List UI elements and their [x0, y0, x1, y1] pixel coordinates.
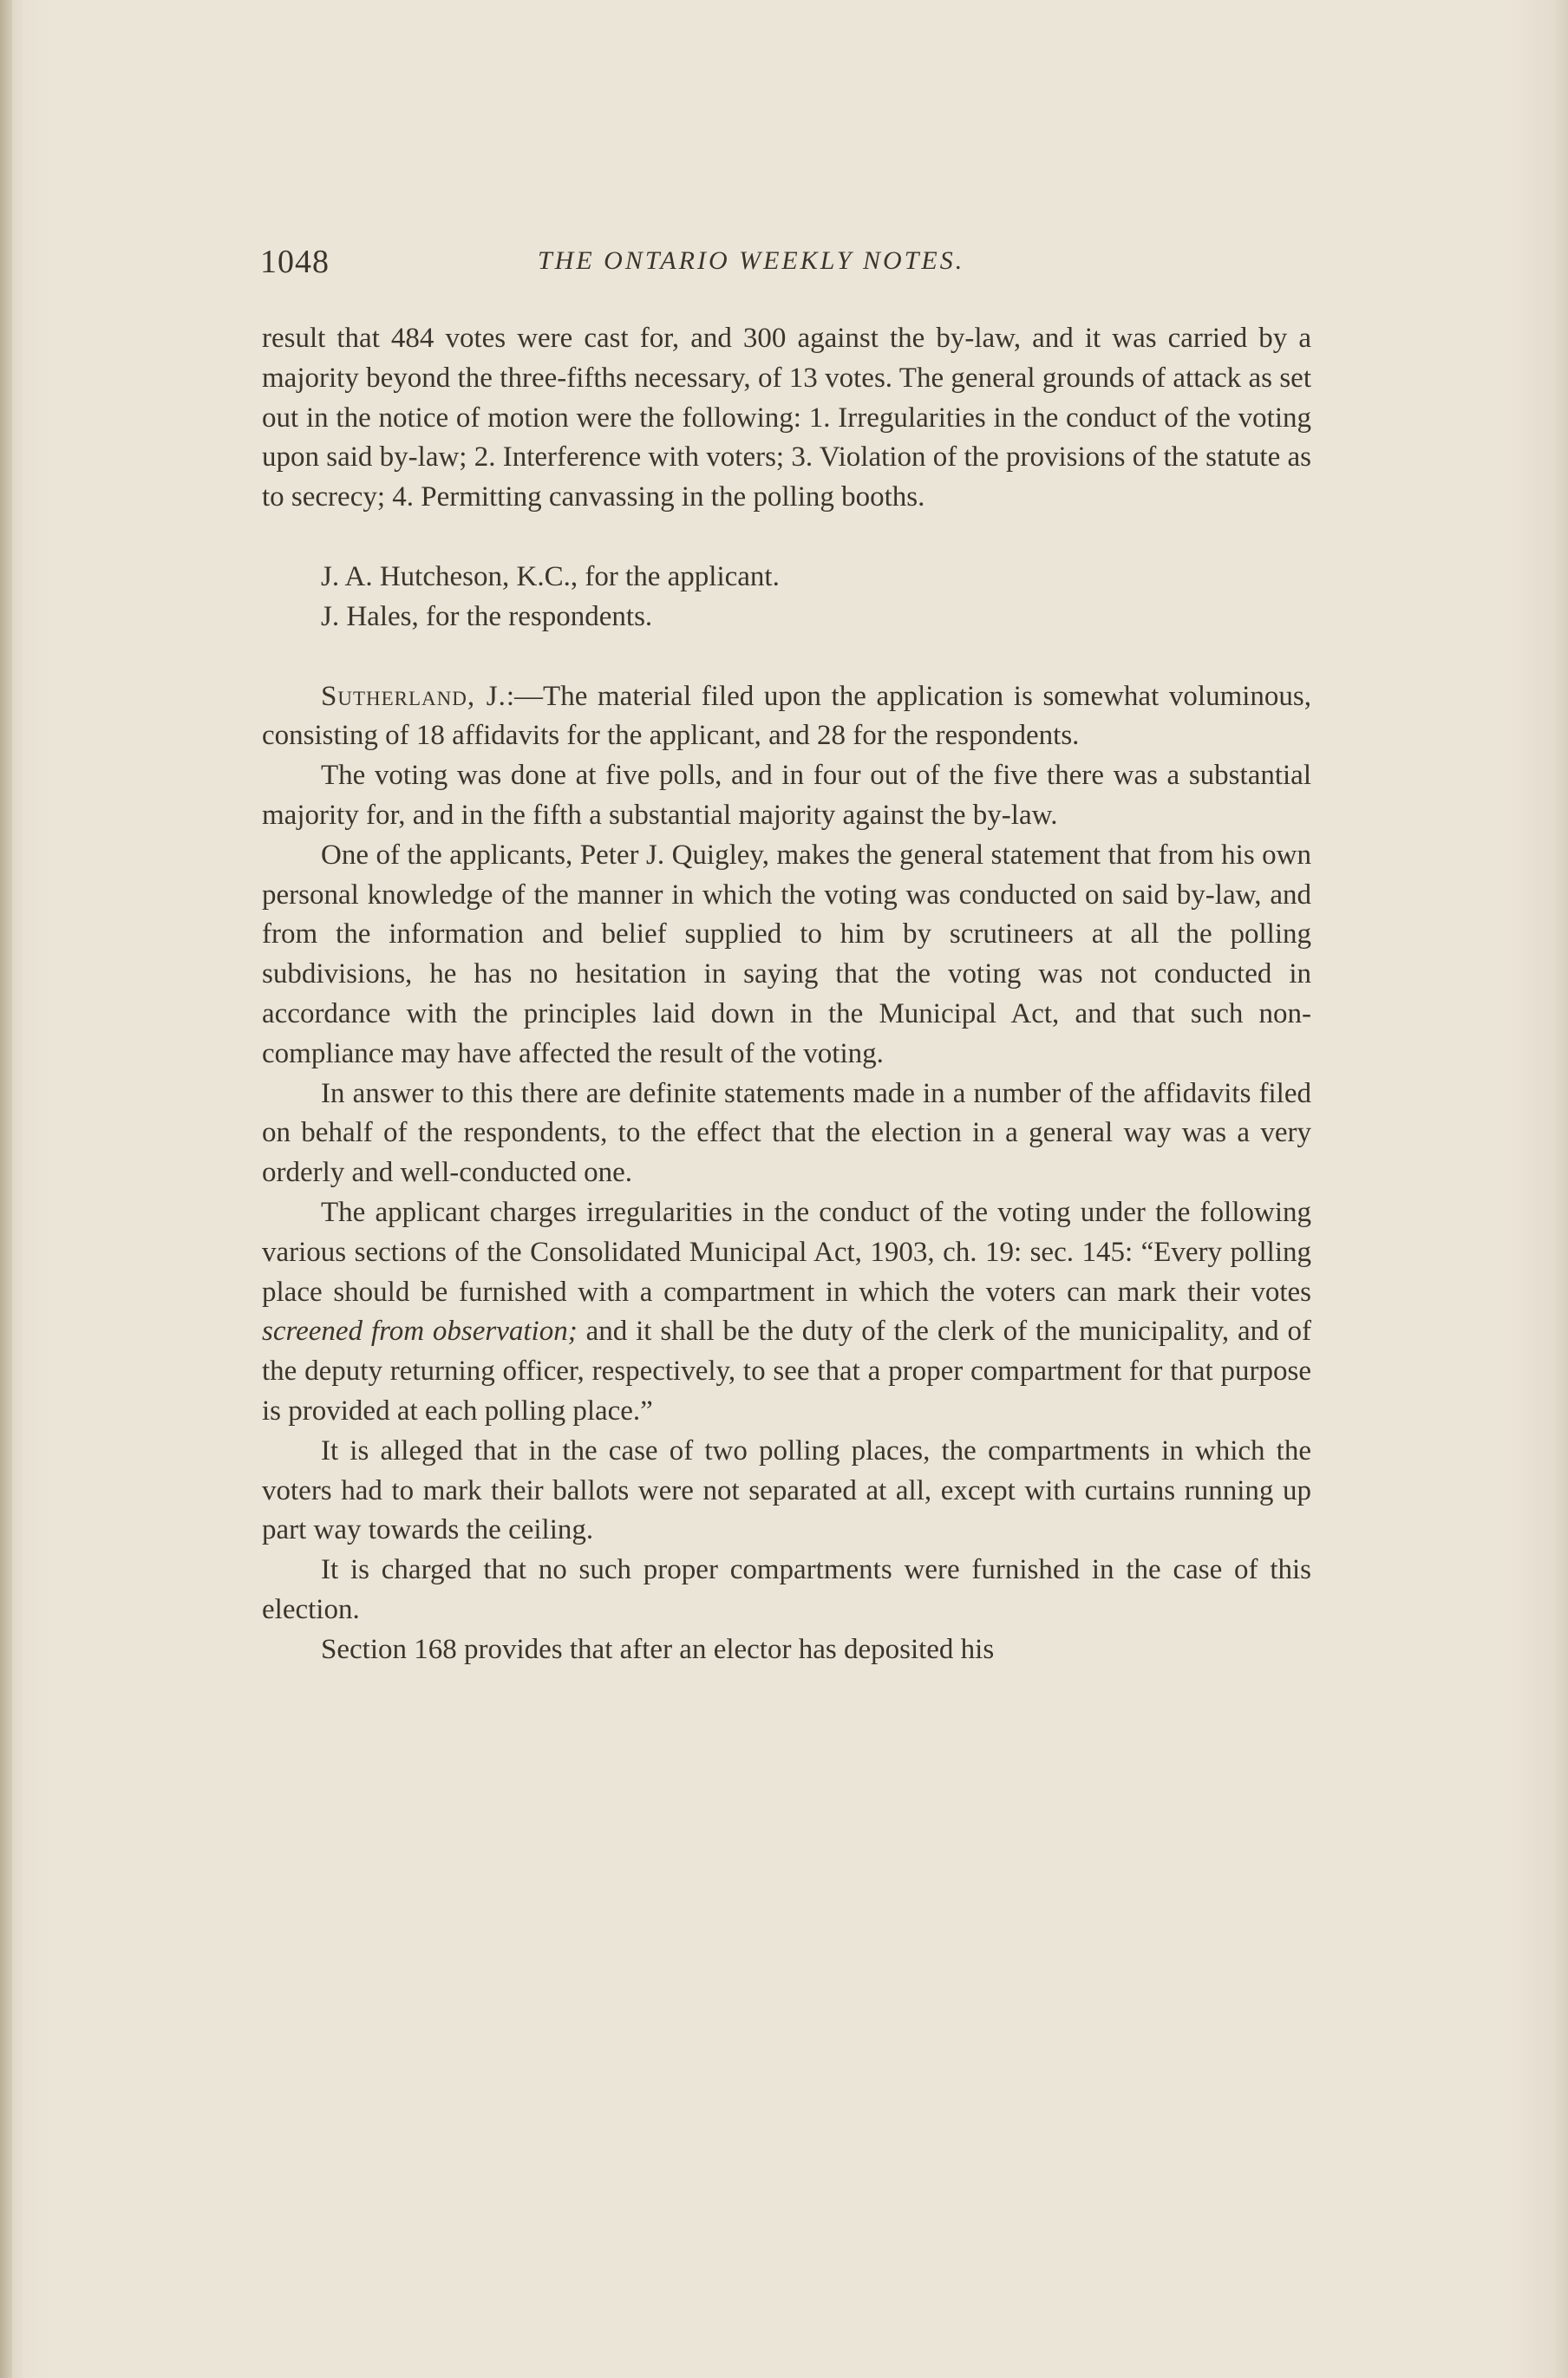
binding-edge — [0, 0, 12, 2378]
paragraph-judgment-opening — [262, 677, 1311, 757]
judgment-opening-text: :—The material filed upon the application is somewhat voluminous, consisting of 18 affidavits for the applicant, and 28 for the respondents. — [262, 680, 1311, 752]
paragraph-continuation: result that 484 votes were cast for, and 300 against the by-law, and it was carried by a majority beyond the three-fifths necessary, of 13 votes. The general grounds of attack as set out in the notice of motion were the following: 1. Irregularities in the conduct of the voting upon said by-law; 2. Interference with voters; 3. Violation of the provisions of the statute as to secrecy; 4. Permitting canvassing in the polling booths. — [262, 323, 1311, 513]
judge-name: Sutherland, J. — [321, 680, 506, 712]
page-number: 1048 — [260, 244, 330, 280]
irregularities-italic: screened from observation; — [262, 1316, 578, 1348]
paragraph-answer: In answer to this there are definite statements made in a number of the affidavits filed on behalf of the respondents, to the effect that the election in a general way was a very orderly and well-conducted one. — [262, 1077, 1311, 1189]
page-header — [260, 243, 1310, 295]
paragraph-alleged: It is alleged that in the case of two polling places, the compartments in which the voters had to mark their ballots were not separated at all, except with curtains running up part way towards the ceiling. — [262, 1434, 1311, 1546]
irregularities-text-b: and it shall be the duty of the clerk of the municipality, and of the deputy returning officer, respectively, to see that a proper compartment for that purpose is provided at each polling place.” — [262, 1316, 1311, 1427]
counsel-respondents: J. Hales, for the respondents. — [321, 600, 653, 632]
paragraph-section-168: Section 168 provides that after an elector has deposited his — [321, 1633, 995, 1665]
irregularities-text-a: The applicant charges irregularities in the conduct of the voting under the following various sections of the Consolidated Municipal Act, 1903, ch. 19: sec. 145: “Every polling place should be furnished with a compartment in which the voters can mark their votes — [262, 1196, 1311, 1308]
paragraph-irregularities — [262, 1193, 1311, 1432]
spacer — [262, 637, 1311, 677]
running-title: THE ONTARIO WEEKLY NOTES. — [538, 246, 965, 275]
spacer — [262, 518, 1311, 558]
body-text — [262, 319, 1311, 1670]
paragraph-polls: The voting was done at five polls, and in four out of the five there was a substantial majority for, and in the fifth a substantial majority against the by-law. — [262, 760, 1311, 831]
paragraph-charged: It is charged that no such proper compartments were furnished in the case of this election. — [262, 1554, 1311, 1625]
counsel-applicant: J. A. Hutcheson, K.C., for the applicant. — [321, 560, 780, 592]
paragraph-quigley-statement: One of the applicants, Peter J. Quigley, makes the general statement that from his own personal knowledge of the manner in which the voting was conducted on said by-law, and from the information and belief supplied to him by scrutineers at all the polling subdivisions, he has no hesitation in saying that the voting was not conducted in accordance with the principles laid down in the Municipal Act, and that such non-compliance may have affected the result of the voting. — [262, 839, 1311, 1069]
